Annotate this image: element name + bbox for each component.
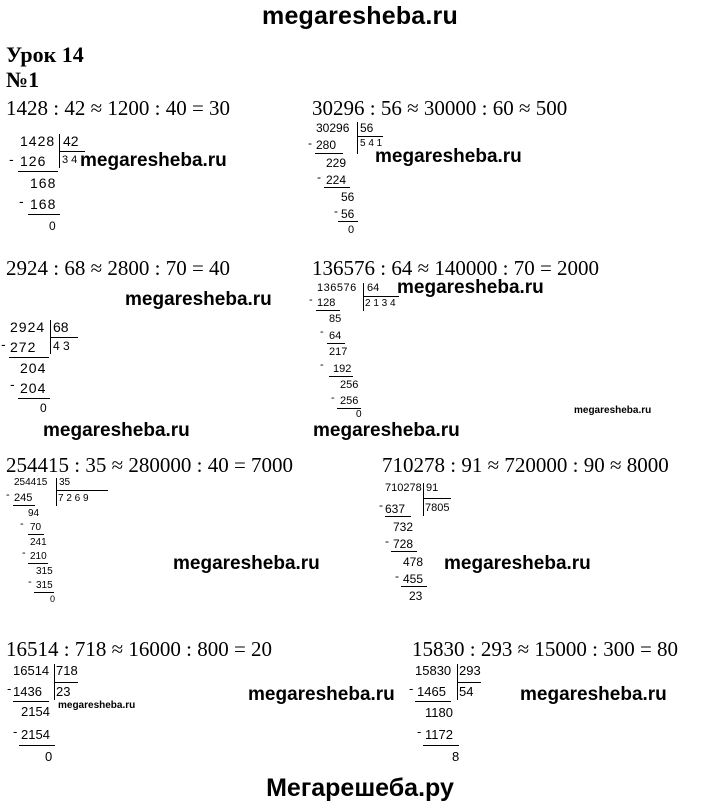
minus-sign: - bbox=[409, 681, 414, 696]
minus-sign: - bbox=[395, 569, 399, 583]
minus-sign: - bbox=[28, 576, 32, 588]
quotient-line bbox=[363, 296, 399, 297]
minus-sign: - bbox=[1, 336, 6, 352]
division-bar bbox=[423, 483, 424, 516]
step: 229 bbox=[326, 156, 347, 170]
step-line bbox=[13, 505, 35, 506]
remainder: 0 bbox=[49, 219, 56, 233]
minus-sign: - bbox=[334, 204, 338, 218]
step: 315 bbox=[36, 566, 53, 577]
step-line bbox=[315, 153, 343, 154]
step: 455 bbox=[403, 572, 424, 586]
step: 64 bbox=[329, 330, 342, 342]
site-footer[interactable]: Мегарешеба.ру bbox=[266, 774, 454, 802]
step: 272 bbox=[10, 339, 37, 355]
quotient-line bbox=[423, 498, 451, 499]
remainder: 0 bbox=[356, 409, 362, 420]
step: 280 bbox=[316, 138, 337, 152]
step-line bbox=[391, 551, 417, 552]
minus-sign: - bbox=[320, 359, 324, 371]
watermark: megaresheba.ru bbox=[574, 405, 652, 416]
divisor: 91 bbox=[426, 482, 439, 494]
quotient: 7 2 6 9 bbox=[58, 493, 89, 504]
divisor: 42 bbox=[63, 133, 79, 149]
divisor: 64 bbox=[367, 282, 380, 294]
minus-sign: - bbox=[320, 326, 324, 338]
step: 56 bbox=[341, 207, 355, 221]
step-line bbox=[28, 563, 48, 564]
watermark: megaresheba.ru bbox=[58, 700, 136, 711]
step-line bbox=[34, 592, 54, 593]
step: 210 bbox=[30, 551, 47, 562]
remainder: 0 bbox=[45, 749, 53, 764]
step: 256 bbox=[340, 395, 359, 407]
watermark: megaresheba.ru bbox=[375, 146, 522, 167]
minus-sign: - bbox=[20, 518, 24, 530]
watermark: megaresheba.ru bbox=[313, 420, 460, 441]
step-line bbox=[13, 701, 49, 702]
divisor: 293 bbox=[459, 663, 481, 678]
quotient-line bbox=[50, 337, 78, 338]
dividend: 30296 bbox=[316, 121, 350, 135]
minus-sign: - bbox=[308, 136, 312, 150]
step: 732 bbox=[393, 520, 414, 534]
quotient: 5 4 1 bbox=[360, 138, 383, 149]
watermark: megaresheba.ru bbox=[248, 684, 395, 705]
minus-sign: - bbox=[385, 534, 389, 548]
minus-sign: - bbox=[331, 392, 335, 404]
step: 1436 bbox=[13, 684, 42, 699]
equation-1: 1428 : 42 ≈ 1200 : 40 = 30 bbox=[6, 96, 231, 120]
minus-sign: - bbox=[7, 681, 12, 696]
remainder: 0 bbox=[40, 401, 47, 415]
step: 315 bbox=[36, 580, 53, 591]
watermark: megaresheba.ru bbox=[173, 553, 320, 574]
step: 126 bbox=[20, 153, 47, 169]
quotient-line bbox=[357, 136, 383, 137]
step: 224 bbox=[326, 173, 347, 187]
step: 128 bbox=[317, 297, 336, 309]
dividend: 16514 bbox=[13, 663, 50, 678]
remainder: 8 bbox=[452, 749, 460, 764]
equation-2: 30296 : 56 ≈ 30000 : 60 ≈ 500 bbox=[312, 96, 568, 120]
task-number: №1 bbox=[6, 67, 40, 92]
quotient: 2 1 3 4 bbox=[365, 298, 396, 309]
step: 1180 bbox=[425, 705, 453, 720]
dividend: 710278 bbox=[385, 482, 422, 494]
step: 168 bbox=[30, 196, 57, 212]
minus-sign: - bbox=[22, 547, 26, 559]
step-line bbox=[385, 516, 411, 517]
equation-4: 136576 : 64 ≈ 140000 : 70 = 2000 bbox=[312, 256, 600, 280]
equation-8: 15830 : 293 ≈ 15000 : 300 = 80 bbox=[412, 637, 679, 661]
step: 204 bbox=[20, 360, 47, 376]
divisor: 68 bbox=[53, 319, 69, 335]
step: 1172 bbox=[425, 727, 453, 742]
step: 192 bbox=[333, 363, 352, 375]
minus-sign: - bbox=[417, 724, 422, 739]
minus-sign: - bbox=[13, 724, 18, 739]
step: 637 bbox=[385, 502, 406, 516]
step: 85 bbox=[329, 313, 342, 325]
step-line bbox=[329, 376, 353, 377]
step-line bbox=[28, 534, 44, 535]
division-bar bbox=[363, 283, 364, 311]
watermark: megaresheba.ru bbox=[80, 150, 227, 171]
step-line bbox=[423, 745, 459, 746]
quotient-line bbox=[54, 682, 78, 683]
step: 256 bbox=[340, 379, 359, 391]
step-line bbox=[401, 586, 427, 587]
step-line bbox=[415, 701, 451, 702]
remainder: 23 bbox=[409, 589, 423, 603]
divisor: 718 bbox=[56, 663, 78, 678]
watermark: megaresheba.ru bbox=[125, 289, 272, 310]
equation-3: 2924 : 68 ≈ 2800 : 70 = 40 bbox=[6, 256, 231, 280]
step: 2154 bbox=[21, 727, 50, 742]
quotient-line bbox=[56, 490, 108, 491]
step: 204 bbox=[20, 380, 47, 396]
step-line bbox=[9, 357, 49, 358]
step: 94 bbox=[28, 508, 40, 519]
minus-sign: - bbox=[19, 193, 24, 209]
quotient: 23 bbox=[56, 684, 71, 699]
remainder: 0 bbox=[50, 594, 56, 604]
divisor: 56 bbox=[360, 121, 374, 135]
minus-sign: - bbox=[10, 376, 15, 392]
lesson-title: Урок 14 bbox=[6, 42, 84, 67]
site-header[interactable]: megaresheba.ru bbox=[262, 2, 458, 30]
step-line bbox=[316, 310, 340, 311]
step: 728 bbox=[393, 537, 414, 551]
minus-sign: - bbox=[309, 294, 313, 306]
minus-sign: - bbox=[6, 489, 10, 501]
step: 168 bbox=[30, 175, 57, 191]
step: 56 bbox=[341, 190, 355, 204]
dividend: 254415 bbox=[14, 477, 48, 488]
watermark: megaresheba.ru bbox=[520, 684, 667, 705]
step: 245 bbox=[14, 492, 33, 504]
divisor: 35 bbox=[59, 477, 71, 488]
minus-sign: - bbox=[317, 170, 321, 184]
remainder: 0 bbox=[348, 224, 355, 236]
minus-sign: - bbox=[379, 498, 383, 512]
equation-7: 16514 : 718 ≈ 16000 : 800 = 20 bbox=[6, 637, 273, 661]
step: 241 bbox=[30, 537, 47, 548]
dividend: 15830 bbox=[415, 663, 452, 678]
quotient: 54 bbox=[459, 684, 474, 699]
dividend: 136576 bbox=[317, 282, 357, 294]
equation-6: 710278 : 91 ≈ 720000 : 90 ≈ 8000 bbox=[382, 453, 669, 477]
step-line bbox=[324, 187, 350, 188]
division-bar bbox=[357, 122, 358, 154]
step: 217 bbox=[329, 346, 348, 358]
step: 70 bbox=[30, 522, 42, 533]
step-line bbox=[19, 745, 55, 746]
step-line bbox=[338, 221, 358, 222]
step: 2154 bbox=[21, 704, 50, 719]
quotient: 3 4 bbox=[62, 154, 78, 166]
watermark: megaresheba.ru bbox=[43, 420, 190, 441]
step-line bbox=[28, 214, 60, 215]
watermark: megaresheba.ru bbox=[444, 553, 591, 574]
watermark: megaresheba.ru bbox=[397, 277, 544, 298]
dividend: 1428 bbox=[20, 133, 56, 149]
step-line bbox=[18, 398, 50, 399]
quotient: 4 3 bbox=[53, 339, 70, 353]
dividend: 2924 bbox=[10, 319, 46, 335]
quotient: 7805 bbox=[425, 502, 450, 514]
step-line bbox=[327, 343, 345, 344]
step-line bbox=[18, 171, 58, 172]
minus-sign: - bbox=[9, 151, 14, 167]
equation-5: 254415 : 35 ≈ 280000 : 40 = 7000 bbox=[6, 453, 294, 477]
quotient-line bbox=[457, 682, 481, 683]
step: 478 bbox=[403, 555, 424, 569]
division-bar bbox=[56, 478, 57, 506]
step: 1465 bbox=[417, 684, 446, 699]
